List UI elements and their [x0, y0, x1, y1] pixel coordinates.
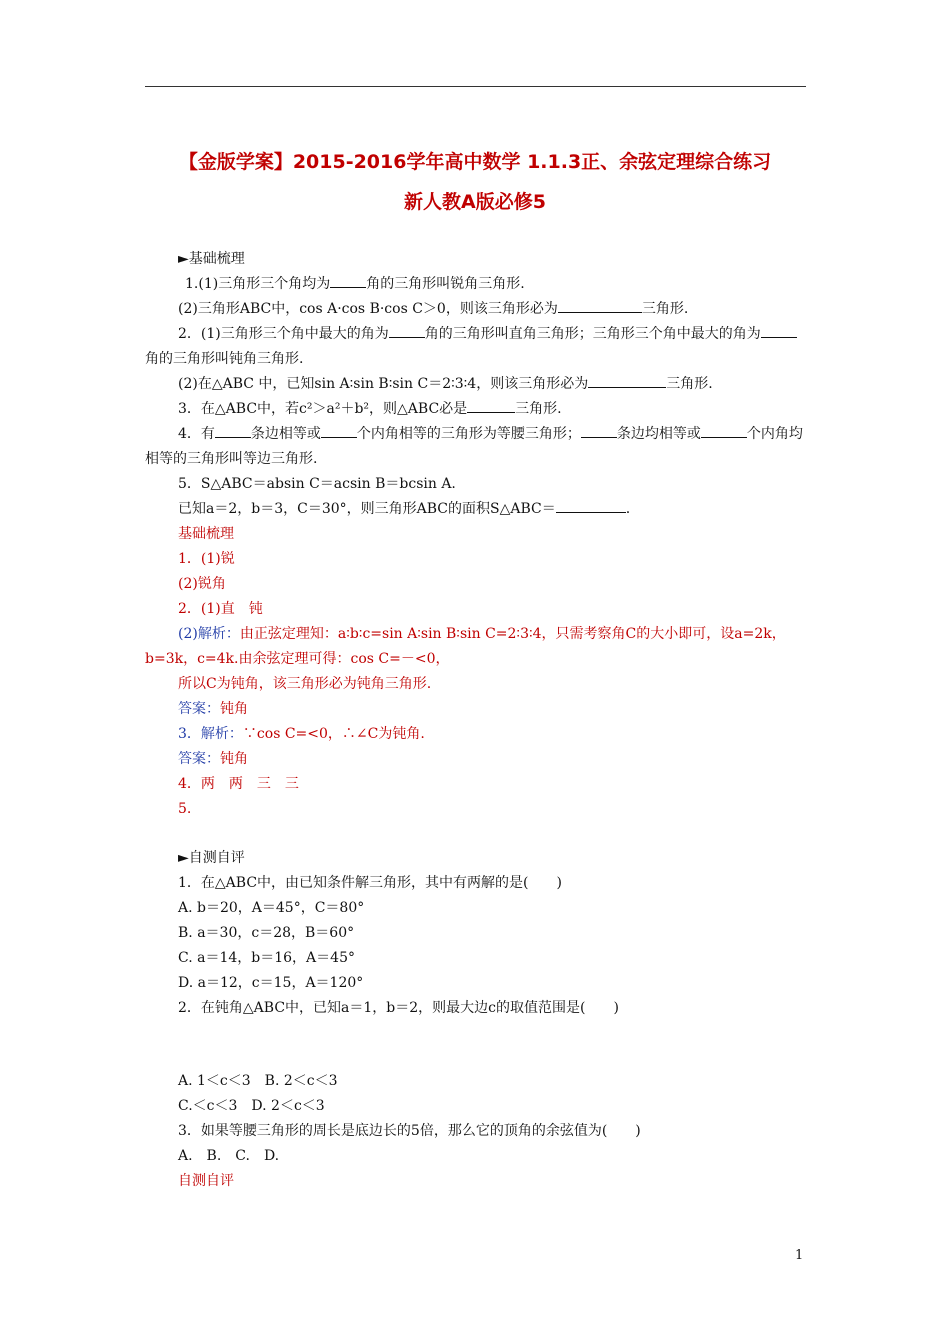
answer-blank: [215, 422, 251, 438]
answer-blank: [581, 422, 617, 438]
question-4: [145, 422, 810, 472]
answers-heading-self-test: 自测自评: [178, 1173, 234, 1189]
q2a-text: 2．(1)三角形三个角中最大的角为: [178, 326, 389, 342]
q4-text: 个内角相等的三角形为等腰三角形；: [356, 426, 581, 442]
answer-value: 钝角: [220, 751, 248, 767]
answer-label: 答案：: [178, 751, 220, 767]
answer-5: 5.: [178, 801, 192, 817]
question-2a: [145, 322, 810, 372]
self-test-q1-option-a: A. b＝20，A＝45°，C＝80°: [178, 900, 365, 916]
answer-blank: [321, 422, 357, 438]
answer-blank: [588, 372, 666, 388]
analysis-label: 3．解析：: [178, 726, 243, 742]
answer-4: 4．两 两 三 三: [178, 776, 299, 792]
q5b-text: 已知a＝2，b＝3，C＝30°，则三角形ABC的面积S△ABC＝: [178, 501, 556, 517]
self-test-question-2: 2．在钝角△ABC中，已知a＝1，b＝2，则最大边c的取值范围是( ): [178, 1000, 619, 1016]
question-3: [145, 397, 810, 422]
answer-2b-analysis: [145, 622, 810, 672]
answer-2a: 2．(1)直 钝: [178, 601, 263, 617]
spacer: [145, 822, 810, 846]
analysis-text: ∵cos C=<0，∴∠C为钝角.: [242, 726, 425, 742]
section-heading-self-test: ►自测自评: [178, 850, 245, 866]
q3-text-end: 三角形.: [515, 401, 562, 417]
document-title-line2: 新人教A版必修5: [404, 191, 546, 213]
answer-blank: [330, 272, 366, 288]
q4-text: 个内角均相等的三角形叫等边三角形.: [145, 426, 803, 467]
q2a-text-mid: 角的三角形叫直角三角形；三角形三个角中最大的角为: [424, 326, 761, 342]
question-1a: [145, 272, 810, 297]
q2b-text-end: 三角形.: [666, 376, 713, 392]
q1b-text: (2)三角形ABC中，cos A·cos B·cos C＞0，则该三角形必为: [178, 301, 558, 317]
answer-2b-analysis-cont: 所以C为钝角，该三角形必为钝角三角形.: [178, 676, 432, 692]
question-5b: [145, 497, 810, 522]
answers-heading-basic: 基础梳理: [178, 526, 234, 542]
self-test-q2-options-ab: A. 1＜c＜3 B. 2＜c＜3: [178, 1073, 338, 1089]
answer-blank: [467, 397, 515, 413]
answer-3-result: [145, 747, 810, 772]
answer-1a: 1．(1)锐: [178, 551, 235, 567]
answer-3-analysis: [145, 722, 810, 747]
section-heading-basic: ►基础梳理: [178, 251, 245, 267]
answer-value: 钝角: [220, 701, 248, 717]
q2b-text: (2)在△ABC 中，已知sin A∶sin B∶sin C＝2∶3∶4，则该三角形必为: [178, 376, 589, 392]
page-number: 1: [795, 1248, 804, 1263]
self-test-question-3: 3．如果等腰三角形的周长是底边长的5倍，那么它的顶角的余弦值为( ): [178, 1123, 641, 1139]
self-test-q1-option-d: D. a＝12，c＝15，A＝120°: [178, 975, 364, 991]
analysis-label: (2)解析：: [178, 626, 240, 642]
self-test-q3-options: A. B. C. D.: [178, 1148, 280, 1164]
q4-text: 条边均相等或: [616, 426, 701, 442]
header-rule: [145, 86, 806, 87]
self-test-q1-option-c: C. a＝14，b＝16，A＝45°: [178, 950, 355, 966]
answer-blank: [761, 322, 797, 338]
answer-1b: (2)锐角: [178, 576, 226, 592]
q1a-text-end: 角的三角形叫锐角三角形.: [366, 276, 525, 292]
analysis-text: 由正弦定理知：a∶b∶c=sin A∶sin B∶sin C=2∶3∶4，只需考察角C的大小即可，设a=2k，b=3k，c=4k.由余弦定理可得：cos C=－<0，: [145, 626, 786, 667]
self-test-q2-options-cd: C.＜c＜3 D. 2＜c＜3: [178, 1098, 325, 1114]
q1b-text-end: 三角形.: [641, 301, 689, 317]
spacer: [145, 1021, 810, 1069]
question-5: 5．S△ABC＝absin C＝acsin B＝bcsin A.: [178, 476, 456, 492]
self-test-question-1: 1．在△ABC中，由已知条件解三角形，其中有两解的是( ): [178, 875, 562, 891]
q2a-text-end: 角的三角形叫钝角三角形.: [145, 351, 304, 367]
answer-blank: [556, 497, 626, 513]
answer-2b-result: [145, 697, 810, 722]
self-test-q1-option-b: B. a＝30，c＝28，B＝60°: [178, 925, 355, 941]
q4-text: 条边相等或: [250, 426, 321, 442]
question-2b: [145, 372, 810, 397]
q5b-text-end: .: [625, 501, 631, 517]
answer-blank: [701, 422, 747, 438]
answer-blank: [558, 297, 642, 313]
q3-text: 3．在△ABC中，若c²＞a²＋b²，则△ABC必是: [178, 401, 468, 417]
question-1b: [145, 297, 810, 322]
answer-label: 答案：: [178, 701, 220, 717]
q4-text: 4．有: [178, 426, 215, 442]
document-body: [145, 247, 810, 1194]
document-title-line1: 【金版学案】2015-2016学年高中数学 1.1.3正、余弦定理综合练习: [178, 151, 772, 173]
q1a-text: 1.(1)三角形三个角均为: [185, 276, 331, 292]
answer-blank: [389, 322, 425, 338]
